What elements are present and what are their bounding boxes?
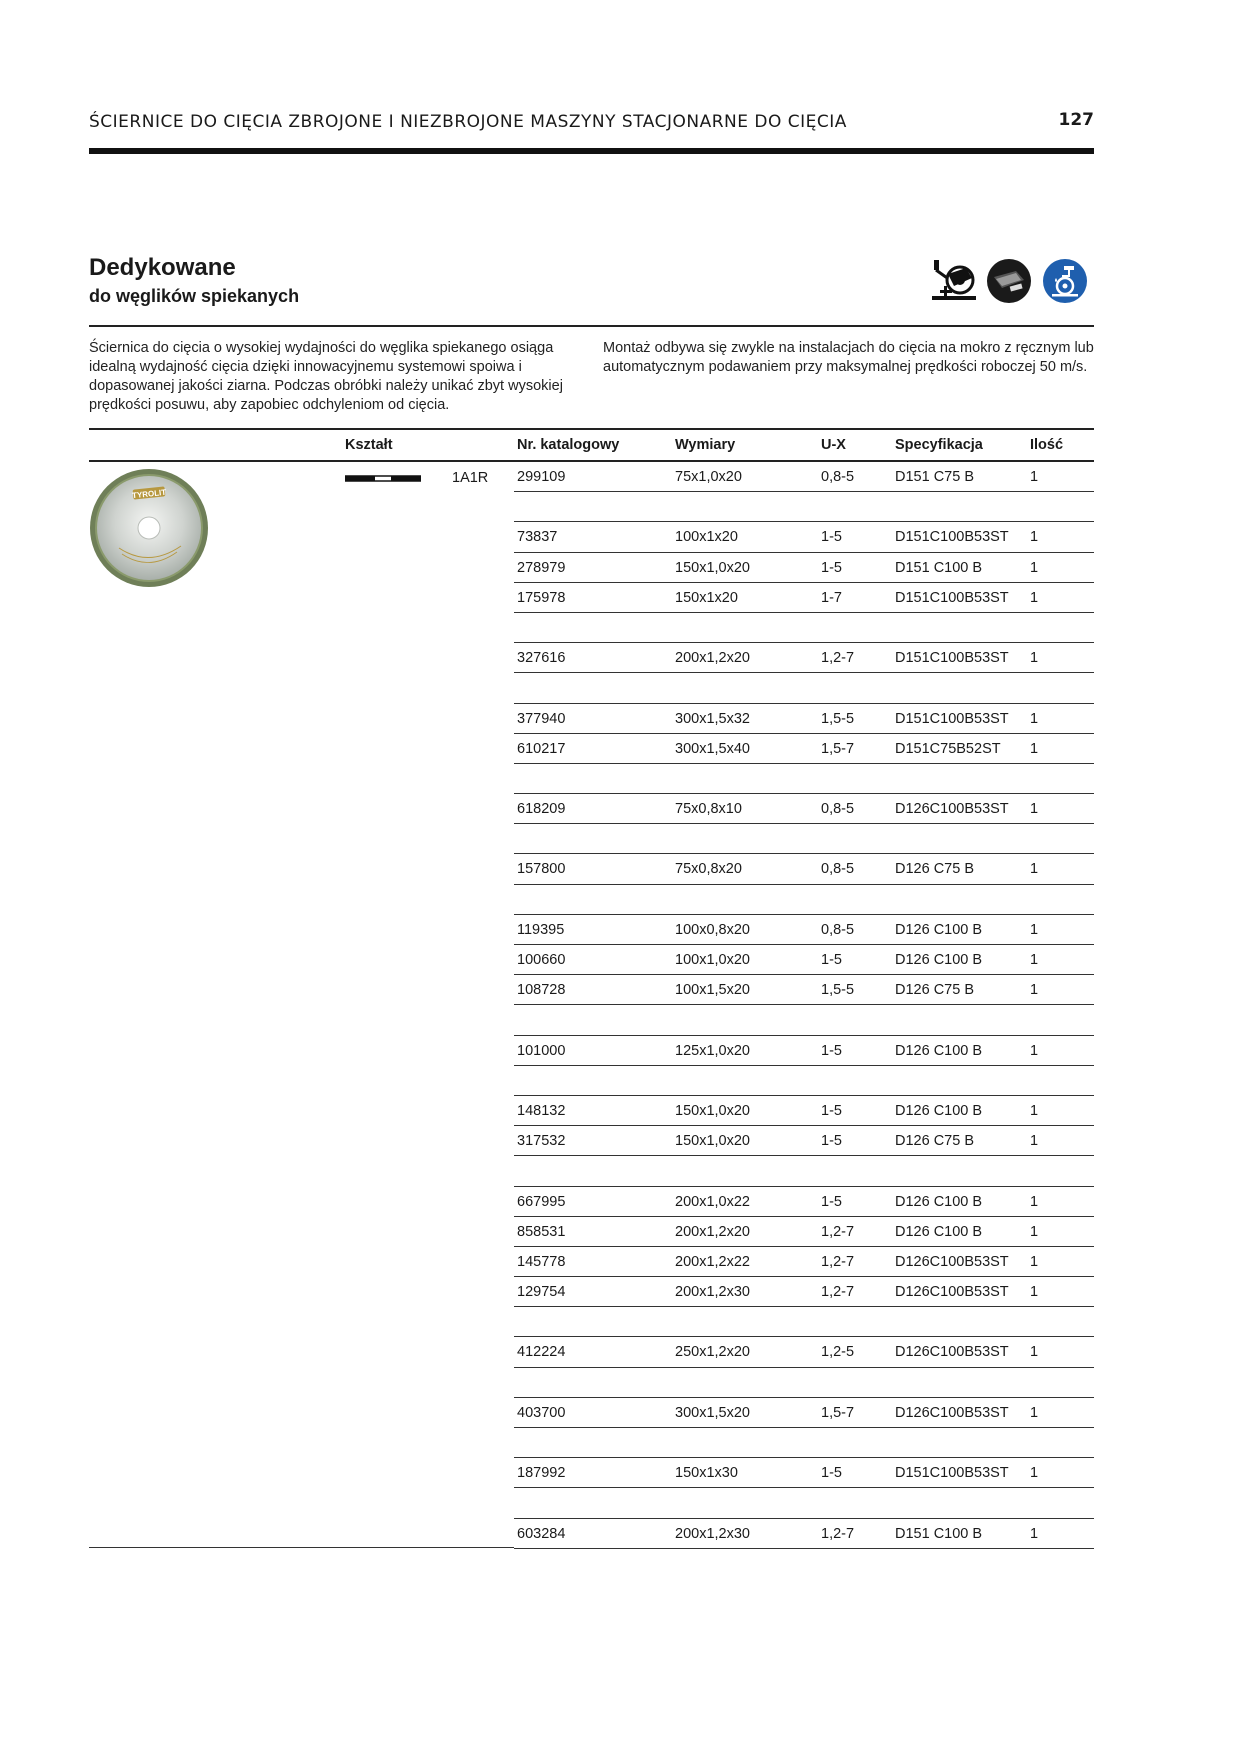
catalog-number-cell: 175978 <box>517 589 566 606</box>
quantity-cell: 1 <box>1030 1102 1039 1119</box>
table-row <box>514 522 1094 552</box>
table-row <box>514 1187 1094 1217</box>
quantity-cell: 1 <box>1030 559 1039 576</box>
spacer-row <box>514 673 1094 703</box>
spacer-row <box>514 613 1094 643</box>
quantity-cell: 1 <box>1030 589 1039 606</box>
dimensions-cell: 200x1,2x20 <box>675 650 750 667</box>
dimensions-cell: 300x1,5x32 <box>675 710 750 727</box>
catalog-number-cell: 278979 <box>517 559 566 576</box>
description-left: Ściernica do cięcia o wysokiej wydajności do węglika spiekanego osiąga idealną wydajność cięcia dzięki innowacyjnemu systemowi spoiwa i dopasowanej jakości ziarna. Podczas obróbki należy unikać zbyt wysokiej prędkości posuwu, aby zapobiec odchyleniom od cięcia. <box>89 340 563 413</box>
table-row <box>514 794 1094 824</box>
catalog-number-cell: 858531 <box>517 1223 566 1240</box>
specification-cell: D151C100B53ST <box>895 529 1009 546</box>
table-row <box>514 583 1094 613</box>
cut-off-machine-icon <box>930 258 978 309</box>
catalog-number-cell: 403700 <box>517 1404 566 1421</box>
catalog-number-cell: 119395 <box>517 921 565 938</box>
product-image <box>89 468 209 593</box>
ux-cell: 1-5 <box>821 1133 842 1150</box>
specification-cell: D126C100B53ST <box>895 801 1009 818</box>
dimensions-cell: 250x1,2x20 <box>675 1344 750 1361</box>
quantity-cell: 1 <box>1030 1465 1039 1482</box>
table-row <box>514 945 1094 975</box>
dimensions-cell: 150x1x20 <box>675 589 738 606</box>
table-row <box>514 1217 1094 1247</box>
shape-diagram <box>345 470 421 488</box>
table-row <box>514 643 1094 673</box>
quantity-cell: 1 <box>1030 1344 1039 1361</box>
ux-cell: 1,2-5 <box>821 1344 855 1361</box>
table-header <box>89 428 1094 462</box>
header-dimensions: Wymiary <box>675 437 736 453</box>
specification-cell: D126 C100 B <box>895 952 983 968</box>
specification-cell: D126C100B53ST <box>895 1253 1009 1270</box>
dimensions-cell: 100x1,0x20 <box>675 952 750 968</box>
dimensions-cell: 150x1,0x20 <box>675 1133 750 1150</box>
spacer-row <box>514 764 1094 794</box>
catalog-number-cell: 187992 <box>517 1465 566 1482</box>
quantity-cell: 1 <box>1030 861 1039 878</box>
quantity-cell: 1 <box>1030 1404 1039 1421</box>
quantity-cell: 1 <box>1030 1253 1039 1270</box>
catalog-number-cell: 610217 <box>517 740 566 757</box>
header-quantity: Ilość <box>1030 437 1064 453</box>
dimensions-cell: 300x1,5x20 <box>675 1404 750 1421</box>
dimensions-cell: 150x1x30 <box>675 1465 738 1482</box>
dimensions-cell: 200x1,2x30 <box>675 1525 750 1542</box>
spacer-row <box>514 1428 1094 1458</box>
page-number: 127 <box>1058 110 1094 130</box>
catalog-number-cell: 148132 <box>517 1102 566 1119</box>
specification-cell: D126 C100 B <box>895 921 983 938</box>
specification-cell: D151C100B53ST <box>895 1465 1009 1482</box>
table-row <box>514 1096 1094 1126</box>
specification-cell: D126 C100 B <box>895 1193 983 1210</box>
dimensions-cell: 200x1,2x22 <box>675 1253 750 1270</box>
spacer-row <box>514 492 1094 522</box>
ux-cell: 1-5 <box>821 1193 842 1210</box>
ux-cell: 1-7 <box>821 589 842 606</box>
catalog-number-cell: 603284 <box>517 1525 566 1542</box>
specification-cell: D126C100B53ST <box>895 1284 1009 1301</box>
ux-cell: 0,8-5 <box>821 861 855 878</box>
table-row <box>514 1398 1094 1428</box>
section-subtitle: do węglików spiekanych <box>89 286 300 306</box>
spacer-row <box>514 885 1094 915</box>
catalog-number-cell: 157800 <box>517 861 566 878</box>
dimensions-cell: 75x1,0x20 <box>675 469 742 485</box>
specification-cell: D126 C75 B <box>895 1133 974 1150</box>
table-row <box>514 1519 1094 1549</box>
quantity-cell: 1 <box>1030 921 1039 938</box>
specification-cell: D126 C100 B <box>895 1223 983 1240</box>
specification-cell: D151C100B53ST <box>895 589 1009 606</box>
quantity-cell: 1 <box>1030 650 1039 667</box>
dimensions-cell: 200x1,2x20 <box>675 1223 750 1240</box>
spacer-row <box>514 1307 1094 1337</box>
shape-label: 1A1R <box>452 470 489 486</box>
page-header <box>89 110 1094 154</box>
quantity-cell: 1 <box>1030 1042 1039 1059</box>
product-table <box>89 428 1094 1542</box>
ux-cell: 1-5 <box>821 952 842 968</box>
table-row <box>514 704 1094 734</box>
ux-cell: 1,2-7 <box>821 1253 855 1270</box>
specification-cell: D151C100B53ST <box>895 710 1009 727</box>
specification-cell: D126 C100 B <box>895 1102 983 1119</box>
ux-cell: 1,5-7 <box>821 1404 855 1421</box>
product-logo-text: TYROLIT <box>131 487 167 501</box>
ux-cell: 1,2-7 <box>821 1223 855 1240</box>
spacer-row <box>514 1488 1094 1518</box>
ux-cell: 1-5 <box>821 559 842 576</box>
specification-cell: D151C75B52ST <box>895 740 1001 757</box>
quantity-cell: 1 <box>1030 1193 1039 1210</box>
specification-cell: D151 C100 B <box>895 1525 983 1542</box>
table-row <box>514 1458 1094 1488</box>
ux-cell: 1,5-7 <box>821 740 855 757</box>
catalog-number-cell: 73837 <box>517 529 558 546</box>
table-rows <box>514 462 1094 1549</box>
ux-cell: 1,2-7 <box>821 1525 855 1542</box>
spacer-row <box>514 1066 1094 1096</box>
table-row <box>514 1277 1094 1307</box>
specification-cell: D126 C75 B <box>895 861 974 878</box>
table-row <box>514 1126 1094 1156</box>
catalog-number-cell: 618209 <box>517 801 566 818</box>
table-row <box>514 915 1094 945</box>
description-right: Montaż odbywa się zwykle na instalacjach do cięcia na mokro z ręcznym lub automatycznym podawaniem przy maksymalnej prędkości roboczej 50 m/s. <box>603 340 1094 375</box>
cutting-disc-icon <box>986 258 1032 309</box>
dimensions-cell: 200x1,0x22 <box>675 1193 750 1210</box>
catalog-number-cell: 317532 <box>517 1133 566 1150</box>
header-shape: Kształt <box>345 437 393 453</box>
ux-cell: 1-5 <box>821 1465 842 1482</box>
specification-cell: D151C100B53ST <box>895 650 1009 667</box>
quantity-cell: 1 <box>1030 740 1039 757</box>
header-catalog-no: Nr. katalogowy <box>517 437 620 453</box>
quantity-cell: 1 <box>1030 469 1039 485</box>
quantity-cell: 1 <box>1030 710 1039 727</box>
specification-cell: D126C100B53ST <box>895 1404 1009 1421</box>
catalog-number-cell: 327616 <box>517 650 566 667</box>
catalog-number-cell: 108728 <box>517 982 566 999</box>
catalog-number-cell: 129754 <box>517 1284 566 1301</box>
quantity-cell: 1 <box>1030 1525 1039 1542</box>
quantity-cell: 1 <box>1030 529 1039 546</box>
ux-cell: 1,5-5 <box>821 710 855 727</box>
catalog-number-cell: 100660 <box>517 952 566 968</box>
ux-cell: 1-5 <box>821 529 842 546</box>
quantity-cell: 1 <box>1030 982 1039 999</box>
quantity-cell: 1 <box>1030 801 1039 818</box>
specification-cell: D126 C75 B <box>895 982 974 999</box>
spacer-row <box>514 1368 1094 1398</box>
catalog-number-cell: 299109 <box>517 469 566 485</box>
catalog-number-cell: 377940 <box>517 710 566 727</box>
table-row <box>514 462 1094 492</box>
dimensions-cell: 100x1,5x20 <box>675 982 750 999</box>
dimensions-cell: 125x1,0x20 <box>675 1042 750 1059</box>
ux-cell: 1-5 <box>821 1102 842 1119</box>
dimensions-cell: 100x0,8x20 <box>675 921 750 938</box>
dimensions-cell: 100x1x20 <box>675 529 738 546</box>
header-ux: U-X <box>821 437 846 453</box>
section-divider <box>89 325 1094 327</box>
table-row <box>514 1247 1094 1277</box>
ux-cell: 1-5 <box>821 1042 842 1059</box>
dimensions-cell: 150x1,0x20 <box>675 1102 750 1119</box>
specification-cell: D151 C100 B <box>895 559 983 576</box>
catalog-number-cell: 412224 <box>517 1344 566 1361</box>
specification-cell: D151 C75 B <box>895 469 974 485</box>
ux-cell: 1,5-5 <box>821 982 855 999</box>
table-row <box>514 734 1094 764</box>
catalog-number-cell: 101000 <box>517 1042 566 1059</box>
header-title: ŚCIERNICE DO CIĘCIA ZBROJONE I NIEZBROJONE MASZYNY STACJONARNE DO CIĘCIA <box>89 112 847 132</box>
spacer-row <box>514 824 1094 854</box>
ux-cell: 0,8-5 <box>821 469 855 485</box>
table-bottom-rule <box>89 1547 514 1548</box>
section-title: Dedykowane <box>89 254 236 281</box>
dimensions-cell: 150x1,0x20 <box>675 559 750 576</box>
wet-cutting-icon <box>1042 258 1088 309</box>
quantity-cell: 1 <box>1030 1133 1039 1150</box>
dimensions-cell: 200x1,2x30 <box>675 1284 750 1301</box>
catalog-number-cell: 667995 <box>517 1193 566 1210</box>
specification-cell: D126 C100 B <box>895 1042 983 1059</box>
ux-cell: 1,2-7 <box>821 1284 855 1301</box>
quantity-cell: 1 <box>1030 1284 1039 1301</box>
table-row <box>514 975 1094 1005</box>
quantity-cell: 1 <box>1030 952 1039 968</box>
quantity-cell: 1 <box>1030 1223 1039 1240</box>
header-specification: Specyfikacja <box>895 437 983 453</box>
dimensions-cell: 300x1,5x40 <box>675 740 750 757</box>
catalog-number-cell: 145778 <box>517 1253 566 1270</box>
table-row <box>514 1337 1094 1367</box>
table-row <box>514 854 1094 884</box>
specification-cell: D126C100B53ST <box>895 1344 1009 1361</box>
table-row <box>514 553 1094 583</box>
ux-cell: 1,2-7 <box>821 650 855 667</box>
dimensions-cell: 75x0,8x10 <box>675 801 742 818</box>
dimensions-cell: 75x0,8x20 <box>675 861 742 878</box>
ux-cell: 0,8-5 <box>821 801 855 818</box>
spacer-row <box>514 1156 1094 1186</box>
ux-cell: 0,8-5 <box>821 921 855 938</box>
table-row <box>514 1036 1094 1066</box>
spacer-row <box>514 1005 1094 1035</box>
